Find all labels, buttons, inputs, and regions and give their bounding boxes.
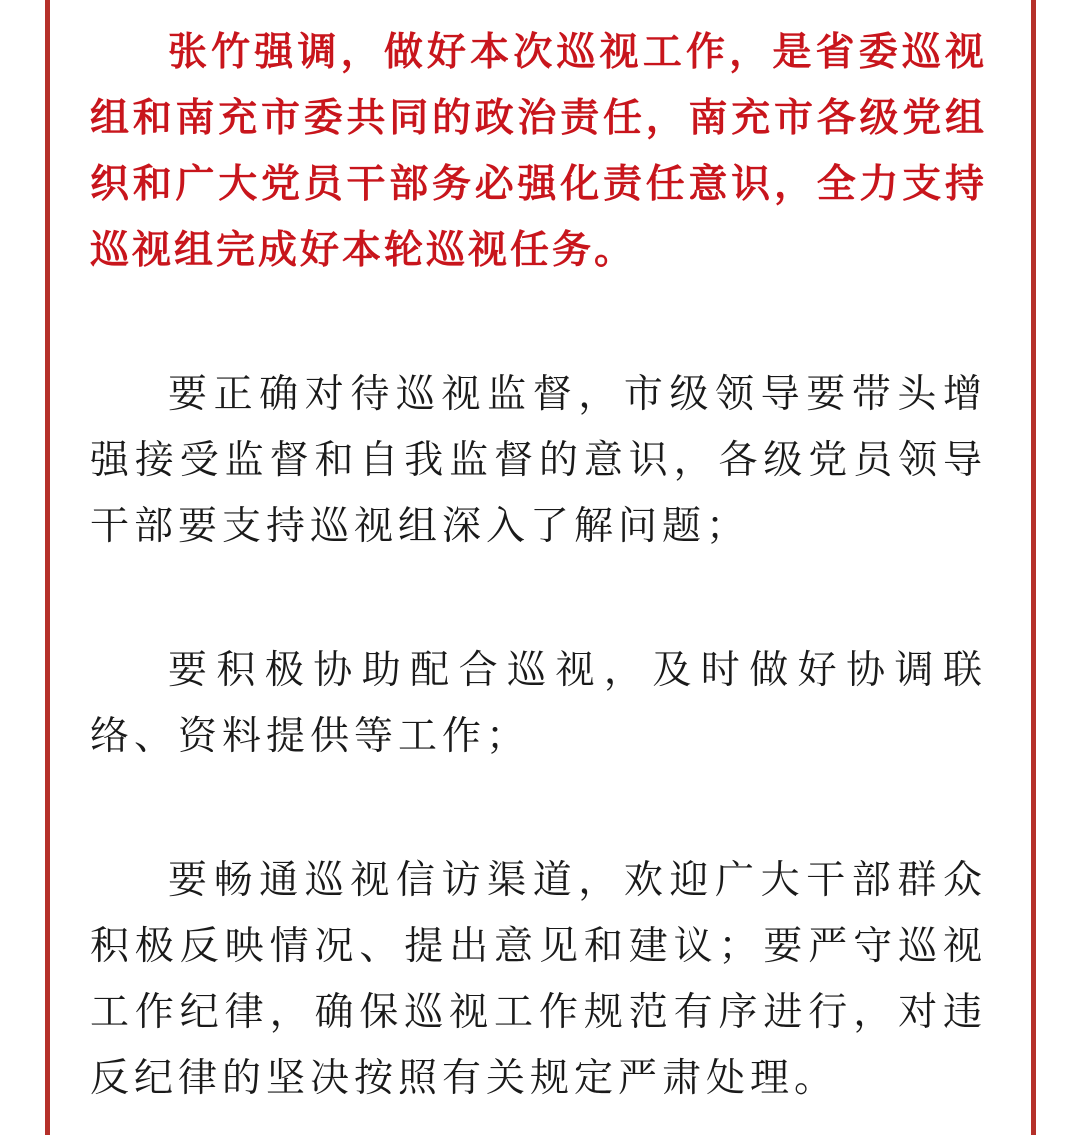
left-red-border: [45, 0, 50, 1135]
highlight-paragraph: 张竹强调，做好本次巡视工作，是省委巡视组和南充市委共同的政治责任，南充市各级党组织和广大党员干部务必强化责任意识，全力支持巡视组完成好本轮巡视任务。: [90, 30, 987, 273]
paragraph-petition-channel: 要畅通巡视信访渠道，欢迎广大干部群众积极反映情况、提出意见和建议；要严守巡视工作纪律，确保巡视工作规范有序进行，对违反纪律的坚决按照有关规定严肃处理。: [90, 858, 987, 1101]
paragraph-supervision: 要正确对待巡视监督，市级领导要带头增强接受监督和自我监督的意识，各级党员领导干部要支持巡视组深入了解问题；: [90, 372, 987, 549]
paragraph-cooperation: 要积极协助配合巡视，及时做好协调联络、资料提供等工作；: [90, 648, 987, 759]
article-body: [90, 20, 987, 1112]
right-red-border: [1031, 0, 1036, 1135]
